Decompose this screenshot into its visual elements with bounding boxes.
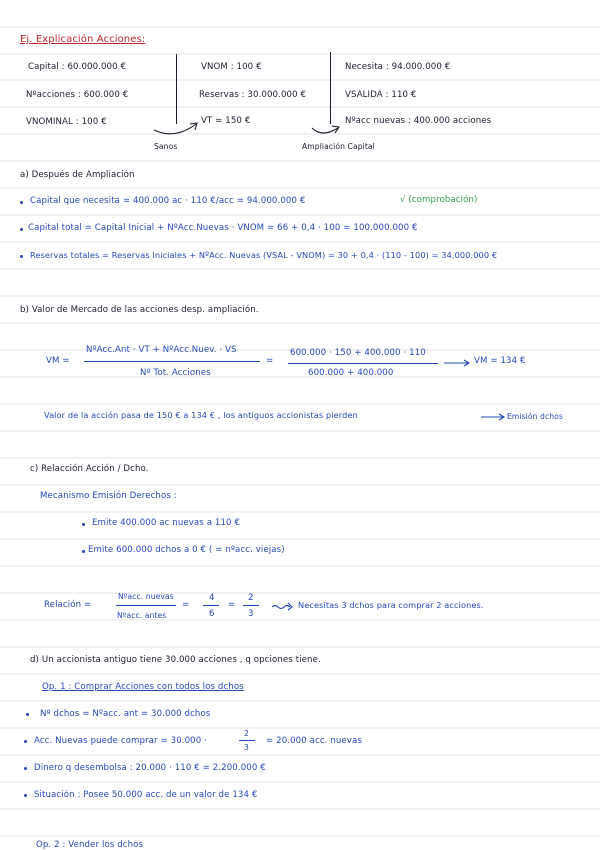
emite-acciones-line: Emite 400.000 ac nuevas a 110 € <box>92 518 241 528</box>
capital-line: Capital : 60.000.000 € <box>28 62 127 72</box>
frac2-denominator: 3 <box>248 609 254 619</box>
bullet-icon <box>24 794 27 797</box>
section-b-heading: b) Valor de Mercado de las acciones desp. ampliación. <box>20 305 259 315</box>
bullet-icon <box>20 228 23 231</box>
emision-dchos-note: Emisión dchos <box>507 412 563 421</box>
bullet-icon <box>24 767 27 770</box>
fraction-bar <box>239 740 255 741</box>
necesita-line: Necesita : 94.000.000 € <box>345 62 451 72</box>
capital-necesita-line: Capital que necesita = 400.000 ac · 110 €/acc = 94.000.000 € <box>30 196 306 206</box>
frac1-numerator: 4 <box>209 593 215 603</box>
relacion-denominator: Nºacc. antes <box>117 611 167 620</box>
divider-line <box>176 54 177 124</box>
ndchos-line: Nº dchos = Nºacc. ant = 30.000 dchos <box>40 709 211 719</box>
check-note: √ (comprobación) <box>400 195 478 205</box>
op2-heading-partial: Op. 2 : Vender los dchos <box>36 840 144 850</box>
capital-total-line: Capital total = Capital Inicial + NºAcc.Nuevas · VNOM = 66 + 0,4 · 100 = 100.000.000 € <box>28 223 418 233</box>
squiggle-arrow-icon <box>272 606 290 609</box>
curve-arrow-icon <box>154 124 196 134</box>
section-c-heading: c) Relacción Acción / Dcho. <box>30 464 149 474</box>
vm-numerator-values: 600.000 · 150 + 400.000 · 110 <box>290 348 426 358</box>
emite-dchos-line: Emite 600.000 dchos a 0 € ( = nºacc. viejas) <box>88 545 285 555</box>
op1-heading: Op. 1 : Comprar Acciones con todos los dchos <box>42 682 244 692</box>
vm-result: VM = 134 € <box>474 356 526 366</box>
fraction-bar <box>203 605 219 606</box>
situacion-line: Situación : Posee 50.000 acc. de un valor de 134 € <box>34 790 258 800</box>
frac1-denominator: 6 <box>209 609 215 619</box>
equals-sign: = <box>266 356 274 366</box>
bullet-icon <box>82 523 85 526</box>
vt-line: VT = 150 € <box>201 116 251 126</box>
bullet-icon <box>82 550 85 553</box>
acc-nuevas-post: = 20.000 acc. nuevas <box>266 736 362 746</box>
reservas-line: Reservas : 30.000.000 € <box>199 90 307 100</box>
dinero-line: Dinero q desembolsa : 20.000 · 110 € = 2.200.000 € <box>34 763 266 773</box>
vnom-line: VNOM : 100 € <box>201 62 262 72</box>
fraction-bar <box>243 605 259 606</box>
fraction-bar <box>116 605 176 606</box>
relacion-conclusion: Necesitas 3 dchos para comprar 2 acciones. <box>298 600 484 610</box>
nacciones-line: Nºacciones : 600.000 € <box>26 90 129 100</box>
bullet-icon <box>20 201 23 204</box>
arrow-label-sanos: Sanos <box>154 142 178 151</box>
vm-label: VM = <box>46 356 70 366</box>
equals-sign: = <box>228 600 236 610</box>
fraction-bar <box>84 361 260 362</box>
vsalida-line: VSALIDA : 110 € <box>345 90 417 100</box>
item2-numerator: 2 <box>244 729 249 738</box>
bullet-icon <box>26 713 29 716</box>
relacion-label: Relación = <box>44 600 92 610</box>
divider-line <box>330 52 331 124</box>
arrow-label-ampliacion: Ampliación Capital <box>302 142 375 151</box>
bullet-icon <box>20 255 23 258</box>
vnominal-line: VNOMINAL : 100 € <box>26 117 107 127</box>
mecanismo-subheading: Mecanismo Emisión Derechos : <box>40 491 177 501</box>
fraction-bar <box>288 363 438 364</box>
page-title: Ej. Explicación Acciones: <box>20 34 146 45</box>
nacc-nuevas-line: Nºacc nuevas : 400.000 acciones <box>345 116 492 126</box>
curve-arrow-icon <box>312 128 338 133</box>
equals-sign: = <box>182 600 190 610</box>
bullet-icon <box>24 740 27 743</box>
vm-denominator-values: 600.000 + 400.000 <box>308 368 394 378</box>
acc-nuevas-pre: Acc. Nuevas puede comprar = 30.000 · <box>34 736 207 746</box>
vm-numerator: NºAcc.Ant · VT + NºAcc.Nuev. · VS <box>86 345 237 355</box>
reservas-totales-line: Reservas totales = Reservas Iniciales + NºAcc. Nuevas (VSAL - VNOM) = 30 + 0,4 · (110 - 100) = 34.000.000 € <box>30 250 498 260</box>
item2-denominator: 3 <box>244 743 249 752</box>
relacion-numerator: Nºacc. nuevas <box>118 592 174 601</box>
section-a-heading: a) Después de Ampliación <box>20 170 135 180</box>
vm-conclusion: Valor de la acción pasa de 150 € a 134 € , los antiguos accionistas pierden <box>44 410 358 420</box>
vm-denominator: Nº Tot. Acciones <box>140 368 211 378</box>
section-d-heading: d) Un accionista antiguo tiene 30.000 acciones , q opciones tiene. <box>30 655 321 665</box>
frac2-numerator: 2 <box>248 593 254 603</box>
